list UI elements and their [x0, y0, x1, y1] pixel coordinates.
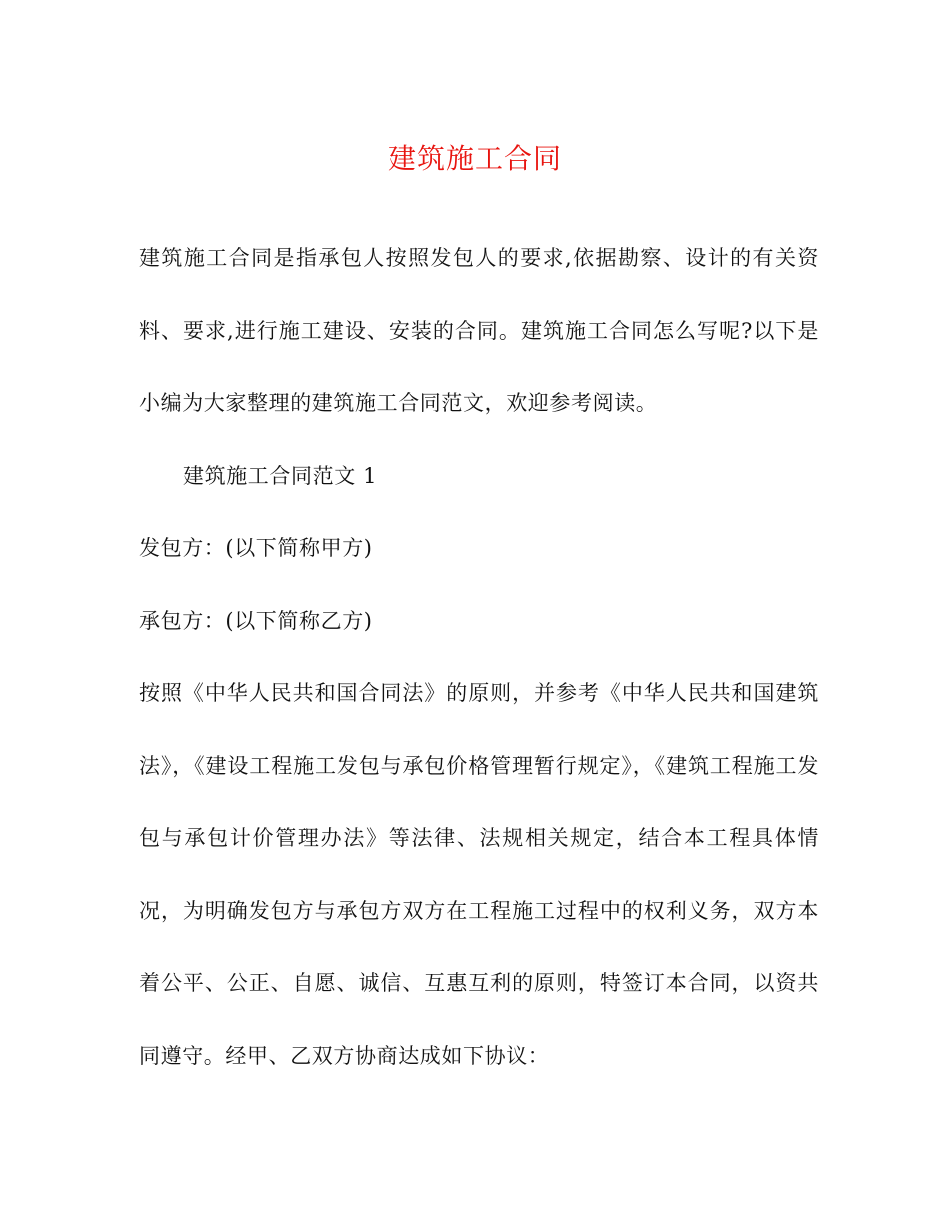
intro-paragraph: 建筑施工合同是指承包人按照发包人的要求,依据勘察、设计的有关资料、要求,进行施工建设、安装的合同。建筑施工合同怎么写呢?以下是小编为大家整理的建筑施工合同范文，欢迎参考阅读。 — [139, 246, 819, 415]
party-a-line: 发包方：(以下简称甲方) — [139, 536, 373, 560]
document-title: 建筑施工合同 — [387, 142, 562, 175]
document-body — [139, 222, 819, 1092]
sample-heading: 建筑施工合同范文 1 — [183, 463, 378, 488]
contract-basis-paragraph: 按照《中华人民共和国合同法》的原则，并参考《中华人民共和国建筑法》，《建设工程施工发包与承包价格管理暂行规定》，《建筑工程施工发包与承包计价管理办法》等法律、法规相关规定，结合本工程具体情况，为明确发包方与承包方双方在工程施工过程中的权利义务，双方本着公平、公正、自愿、诚信、互惠互利的原则，特签订本合同，以资共同遵守。经甲、乙双方协商达成如下协议： — [139, 681, 819, 1068]
party-b-line: 承包方：(以下简称乙方) — [139, 608, 373, 633]
